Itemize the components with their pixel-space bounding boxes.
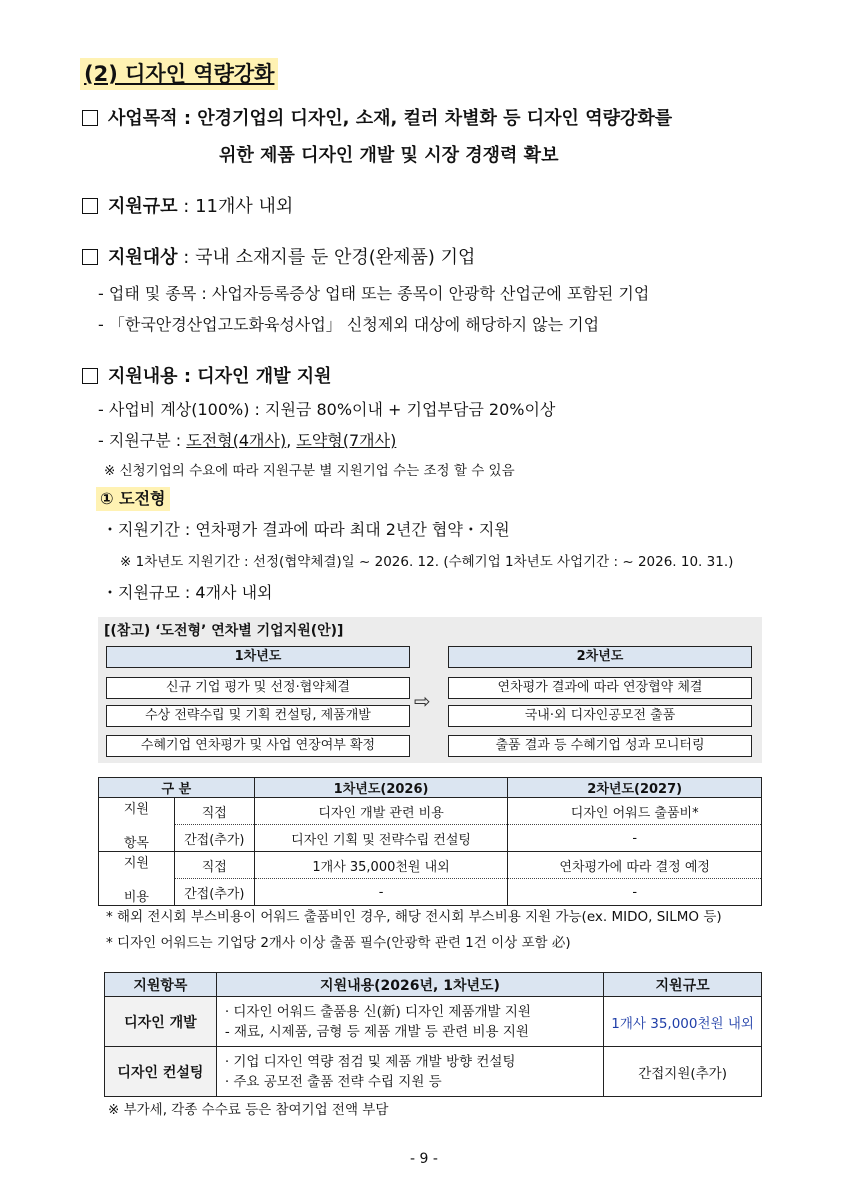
group-label-line: 비용 (123, 890, 149, 905)
reference-year2-head: 2차년도 (448, 646, 752, 668)
target-item-1: - 업태 및 종목 : 사업자등록증상 업태 또는 종목이 안광학 산업군에 포함된 기업 (98, 284, 650, 303)
table-header-row (99, 778, 762, 798)
indirect-label: 간접(추가) (174, 879, 254, 906)
content-line (82, 364, 332, 390)
table-header-cell: 1차년도(2026) (254, 778, 508, 798)
table-cell: 디자인 어워드 출품비* (508, 798, 762, 825)
table2-note: ※ 부가세, 각종 수수료 등은 참여기업 전액 부담 (108, 1102, 389, 1118)
scale-line (82, 194, 293, 220)
reference-year2-item: 출품 결과 등 수혜기업 성과 모니터링 (448, 735, 752, 757)
section-title: (2) 디자인 역량강화 (80, 58, 278, 90)
table-cell: 디자인 기획 및 전략수립 컨설팅 (254, 825, 508, 852)
table-header-cell: 지원규모 (604, 973, 762, 997)
right-arrow-icon: ⇨ (414, 689, 431, 713)
table-header-cell: 구 분 (99, 778, 255, 798)
reference-title: [(참고) ‘도전형’ 연차별 기업지원(안)] (104, 623, 344, 639)
target-text: : 국내 소재지를 둔 안경(완제품) 기업 (177, 247, 476, 268)
row-scale: 1개사 35,000천원 내외 (604, 997, 762, 1047)
content-label: 지원내용 : 디자인 개발 지원 (108, 366, 332, 387)
row-content-line: - 재료, 시제품, 금형 등 제품 개발 등 관련 비용 지원 (224, 1023, 529, 1040)
row-content-line: · 디자인 어워드 출품용 신(新) 디자인 제품개발 지원 (224, 1003, 531, 1020)
purpose-label: 사업목적 : (108, 108, 198, 129)
table-row (105, 1047, 762, 1097)
table1-note-1: * 해외 전시회 부스비용이 어워드 출품비인 경우, 해당 전시회 부스비용 지원 가능(ex. MIDO, SILMO 등) (106, 909, 722, 925)
table1-note-2: * 디자인 어워드는 기업당 2개사 이상 출품 필수(안광학 관련 1건 이상 포함 必) (106, 935, 571, 951)
target-label: 지원대상 (108, 247, 178, 268)
table-cell: 연차평가에 따라 결정 예정 (508, 852, 762, 879)
content-type-a: 도전형(4개사) (186, 431, 287, 450)
purpose-line-1 (82, 106, 672, 132)
group-label-cost (99, 852, 175, 906)
challenge-period-note: ※ 1차년도 지원기간 : 선정(협약체결)일 ~ 2026. 12. (수혜기업 1차년도 사업기간 : ~ 2026. 10. 31.) (120, 554, 734, 570)
row-content (216, 997, 603, 1047)
row-scale: 간접지원(추가) (604, 1047, 762, 1097)
direct-label: 직접 (174, 798, 254, 825)
group-label-line: 지원 (123, 856, 149, 871)
target-item-2: - 「한국안경산업고도화육성사업」 신청제외 대상에 해당하지 않는 기업 (98, 315, 600, 334)
group-label-line: 지원 (123, 802, 149, 817)
reference-year1-item: 신규 기업 평가 및 선정·협약체결 (106, 677, 410, 699)
challenge-scale: ・지원규모 : 4개사 내외 (102, 583, 273, 602)
reference-year2-item: 국내·외 디자인공모전 출품 (448, 705, 752, 727)
table-row (99, 825, 762, 852)
row-label-design-dev: 디자인 개발 (105, 997, 217, 1047)
row-content (216, 1047, 603, 1097)
scale-text: : 11개사 내외 (177, 196, 294, 217)
support-cost-table (98, 777, 762, 906)
table-row (105, 997, 762, 1047)
purpose-text-2: 위한 제품 디자인 개발 및 시장 경쟁력 확보 (219, 145, 559, 166)
reference-year1-item: 수상 전략수립 및 기획 컨설팅, 제품개발 (106, 705, 410, 727)
reference-year1-head: 1차년도 (106, 646, 410, 668)
challenge-period: ・지원기간 : 연차평가 결과에 따라 최대 2년간 협약・지원 (102, 520, 510, 539)
content-type (98, 429, 396, 453)
table-cell: - (254, 879, 508, 906)
reference-year2-item: 연차평가 결과에 따라 연장협약 체결 (448, 677, 752, 699)
content-budget: - 사업비 계상(100%) : 지원금 80%이내 + 기업부담금 20%이상 (98, 400, 556, 419)
table-header-cell: 지원항목 (105, 973, 217, 997)
checkbox-square-icon (82, 368, 98, 384)
table-row (99, 879, 762, 906)
table-cell: 1개사 35,000천원 내외 (254, 852, 508, 879)
checkbox-square-icon (82, 249, 98, 265)
checkbox-square-icon (82, 110, 98, 126)
content-note: ※ 신청기업의 수요에 따라 지원구분 별 지원기업 수는 조정 할 수 있음 (104, 463, 515, 479)
table-row (99, 798, 762, 825)
scale-label: 지원규모 (108, 196, 178, 217)
table-cell: 디자인 개발 관련 비용 (254, 798, 508, 825)
table-row (99, 852, 762, 879)
content-type-sep: , (286, 431, 297, 450)
row-content-line: · 주요 공모전 출품 전략 수립 지원 등 (224, 1073, 442, 1090)
challenge-label: ① 도전형 (96, 487, 170, 511)
table-header-cell: 지원내용(2026년, 1차년도) (216, 973, 603, 997)
purpose-text-1: 안경기업의 디자인, 소재, 컬러 차별화 등 디자인 역량강화를 (197, 108, 673, 129)
reference-year1-item: 수혜기업 연차평가 및 사업 연장여부 확정 (106, 735, 410, 757)
content-type-b: 도약형(7개사) (296, 431, 397, 450)
group-label-line: 항목 (123, 836, 149, 851)
table-cell: - (508, 825, 762, 852)
page-number: - 9 - (410, 1151, 438, 1167)
table-cell: - (508, 879, 762, 906)
checkbox-square-icon (82, 198, 98, 214)
table-header-row (105, 973, 762, 997)
direct-label: 직접 (174, 852, 254, 879)
support-summary-table (104, 972, 762, 1097)
group-label-item (99, 798, 175, 852)
table-header-cell: 2차년도(2027) (508, 778, 762, 798)
indirect-label: 간접(추가) (174, 825, 254, 852)
row-content-line: · 기업 디자인 역량 점검 및 제품 개발 방향 컨설팅 (224, 1053, 516, 1070)
content-type-prefix: - 지원구분 : (98, 431, 187, 450)
target-line (82, 245, 475, 271)
row-label-design-consulting: 디자인 컨설팅 (105, 1047, 217, 1097)
